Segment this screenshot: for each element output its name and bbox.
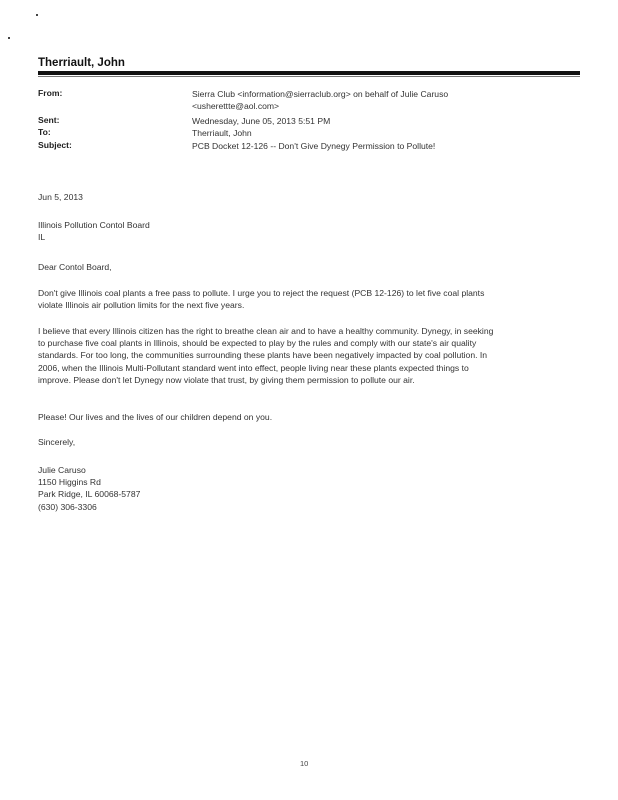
to-value: Therriault, John xyxy=(192,128,252,138)
recipient-state: IL xyxy=(38,232,46,243)
from-label: From: xyxy=(38,88,63,98)
header-rule-thin xyxy=(38,76,580,77)
from-value xyxy=(192,88,448,112)
signature-city: Park Ridge, IL 60068-5787 xyxy=(38,489,141,500)
header-rule xyxy=(38,71,580,75)
paragraph-3: Please! Our lives and the lives of our children depend on you. xyxy=(38,412,273,422)
paragraph-line: to purchase five coal plants in Illinois, should be expected to play by the rules and comply with our state's air quality xyxy=(38,338,477,349)
sent-label: Sent: xyxy=(38,115,60,125)
to-label: To: xyxy=(38,127,51,137)
paragraph-2 xyxy=(38,325,583,386)
paragraph-line: violate Illinois air pollution limits for the next five years. xyxy=(38,300,245,311)
closing: Sincerely, xyxy=(38,437,76,447)
recipient-org: Illinois Pollution Contol Board xyxy=(38,220,150,230)
subject-value: PCB Docket 12-126 -- Don't Give Dynegy Permission to Pollute! xyxy=(192,141,436,151)
salutation: Dear Contol Board, xyxy=(38,262,112,272)
recipient-block xyxy=(38,219,583,243)
paragraph-line: I believe that every Illinois citizen has the right to breathe clean air and to have a healthy community. Dynegy, in seeking xyxy=(38,326,494,336)
paragraph-1 xyxy=(38,287,583,311)
scan-speck xyxy=(36,14,38,16)
signature-phone: (630) 306-3306 xyxy=(38,501,97,512)
sent-value: Wednesday, June 05, 2013 5:51 PM xyxy=(192,116,331,126)
subject-label: Subject: xyxy=(38,140,72,150)
signature-block xyxy=(38,464,583,513)
signature-name: Julie Caruso xyxy=(38,465,86,475)
paragraph-line: Don't give Illinois coal plants a free pass to pollute. I urge you to reject the request (PCB 12-126) to let five coal plants xyxy=(38,288,485,298)
from-value-line: <usherettte@aol.com> xyxy=(192,101,280,111)
from-value-line: Sierra Club <information@sierraclub.org> on behalf of Julie Caruso xyxy=(192,89,449,99)
mailbox-owner-name: Therriault, John xyxy=(38,57,125,69)
scan-speck xyxy=(8,37,10,39)
signature-street: 1150 Higgins Rd xyxy=(38,477,101,488)
paragraph-line: improve. Please don't let Dynegy now violate that trust, by giving them permission to pollute our air. xyxy=(38,374,415,385)
paragraph-line: standards. For too long, the communities surrounding these plants have been negatively impacted by coal pollution. In xyxy=(38,350,488,361)
page-number: 10 xyxy=(300,759,309,768)
letter-date: Jun 5, 2013 xyxy=(38,192,83,202)
paragraph-line: 2006, when the Illinois Multi-Pollutant standard went into effect, people living near these plants expected things to xyxy=(38,362,469,373)
